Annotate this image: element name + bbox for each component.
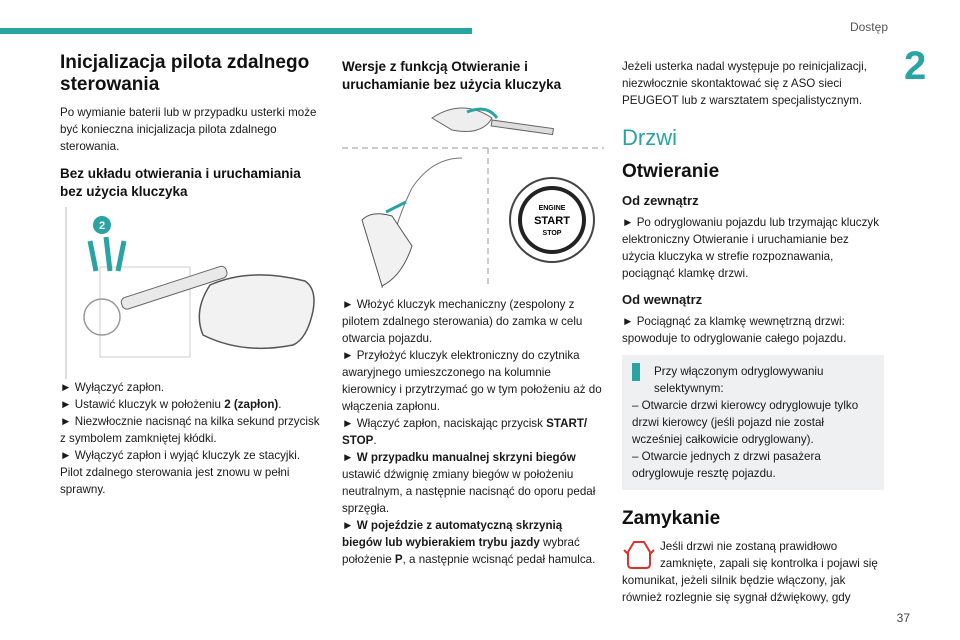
door-open-warning-icon [622, 538, 656, 572]
column-3 [622, 58, 884, 606]
opening-title: Otwieranie [622, 161, 720, 182]
keyless-step-3: ► Włączyć zapłon, naciskając przycisk [342, 417, 547, 430]
from-outside-title: Od zewnątrz [622, 193, 699, 208]
page-number: 37 [896, 611, 910, 625]
remote-init-title: Inicjalizacja pilota zdalnego sterowania [60, 52, 310, 95]
step-1: ► Wyłączyć zapłon. [60, 381, 165, 394]
start-label: START [534, 215, 570, 227]
remote-init-intro: Po wymianie baterii lub w przypadku usterki może być konieczna inicjalizacja pilota zdalnego sterowania. [60, 106, 317, 153]
selective-unlock-info-box [622, 355, 884, 490]
closing-text: Jeśli drzwi nie zostaną prawidłowo zamknięte, zapali się kontrolka i pojawi się komunikat, jeżeli silnik będzie włączony, jak również rozlegnie się sygnał dźwiękowy, gdy [622, 540, 878, 604]
automatic-gearbox-text: wybrać położenie [342, 536, 580, 566]
automatic-gearbox-bold: ► W pojeździe z automatyczną skrzynią biegów lub wybierakiem trybu jazdy [342, 519, 563, 549]
key-fob-illustration [60, 207, 322, 379]
automatic-gearbox-end: , a następnie wcisnąć pedał hamulca. [402, 553, 596, 566]
manual-gearbox-bold: ► W przypadku manualnej skrzyni biegów [342, 451, 576, 464]
info-item-2: – Otwarcie jednych z drzwi pasażera odryglowuje resztę pojazdu. [632, 450, 821, 480]
step-list [60, 379, 322, 498]
stop-label: STOP [542, 230, 562, 237]
step-3: ► Niezwłocznie nacisnąć na kilka sekund przycisk z symbolem zamkniętej kłódki. [60, 415, 320, 445]
park-position: P [394, 553, 403, 566]
keyless-step-1: ► Włożyć kluczyk mechaniczny (zespolony z pilotem zdalnego sterowania) do zamka w celu otwarcia pojazdu. [342, 298, 583, 345]
keyless-steps [342, 296, 604, 568]
section-header: Dostęp [849, 20, 888, 34]
step-2-bold: 2 (zapłon) [224, 398, 279, 411]
from-outside-text: ► Po odryglowaniu pojazdu lub trzymając kluczyk elektroniczny Otwieranie i uruchamianie bez użycia kluczyka w strefie rozpoznawania, pociągnąć klamkę drzwi. [622, 216, 879, 280]
from-inside-title: Od wewnątrz [622, 292, 703, 307]
step-2-suffix: . [278, 398, 282, 411]
info-item-1: – Otwarcie drzwi kierowcy odryglowuje tylko drzwi kierowcy (jeśli pojazd nie został wcześniej całkowicie odryglowany). [632, 399, 859, 446]
start-stop-bold: START/ STOP [342, 417, 588, 447]
info-lead: Przy włączonym odryglowywaniu selektywnym: [654, 365, 824, 395]
keyless-step-3-end: . [373, 434, 377, 447]
step-4: ► Wyłączyć zapłon i wyjąć kluczyk ze stacyjki. [60, 449, 301, 462]
keyless-step-2: ► Przyłożyć kluczyk elektroniczny do czytnika awaryjnego umieszczonego na kolumnie kierownicy i przytrzymać go w tym położeniu aż do włączenia zapłonu. [342, 349, 602, 413]
column-1 [60, 52, 322, 498]
doors-section-title: Drzwi [622, 125, 677, 150]
column-2 [342, 58, 604, 568]
chapter-number: 2 [904, 44, 927, 88]
top-accent-bar [0, 28, 472, 34]
manual-gearbox-text: ustawić dźwignię zmiany biegów w położeniu neutralnym, a następnie nacisnąć do oporu pedał sprzęgła. [342, 468, 596, 515]
fault-contact-text: Jeżeli usterka nadal występuje po reinicjalizacji, niezwłocznie skontaktować się z ASO sieci PEUGEOT lub z warsztatem specjalistycznym. [622, 60, 867, 107]
step-2-prefix: ► Ustawić kluczyk w położeniu [60, 398, 225, 411]
closing-title: Zamykanie [622, 508, 721, 529]
closing-paragraph [622, 538, 884, 606]
without-keyless-subtitle: Bez układu otwierania i uruchamiania bez użycia kluczyka [60, 166, 301, 199]
callout-2: 2 [98, 220, 106, 232]
from-inside-text: ► Pociągnąć za klamkę wewnętrzną drzwi: spowoduje to odryglowanie całego pojazdu. [622, 315, 847, 345]
engine-label: ENGINE [538, 205, 566, 212]
remote-ready-text: Pilot zdalnego sterowania jest znowu w pełni sprawny. [60, 466, 290, 496]
info-icon [632, 363, 640, 381]
keyless-versions-title: Wersje z funkcją Otwieranie i uruchamianie bez użycia kluczyka [342, 59, 562, 92]
keyless-start-illustration [342, 100, 604, 288]
